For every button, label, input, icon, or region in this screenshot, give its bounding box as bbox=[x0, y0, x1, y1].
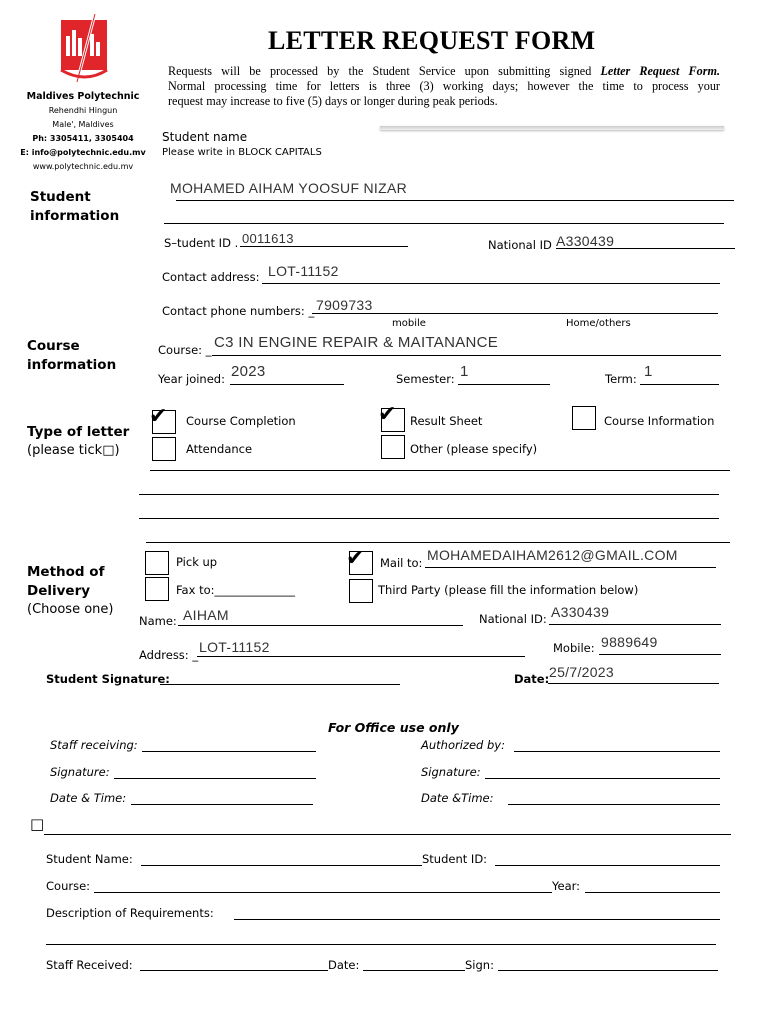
slip-year-line bbox=[585, 892, 720, 893]
office-datetime-left-label: Date & Time: bbox=[50, 791, 127, 805]
mail-to-value[interactable]: MOHAMEDAIHAM2612@GMAIL.COM bbox=[427, 547, 678, 563]
authorized-by-line bbox=[514, 751, 720, 752]
national-id-line bbox=[556, 248, 735, 249]
slip-description-line-2 bbox=[46, 944, 716, 945]
mail-to-label: Mail to: bbox=[380, 556, 423, 570]
third-party-address-label: Address: _ bbox=[139, 648, 199, 662]
mail-to-line bbox=[425, 567, 716, 568]
pick-up-label: Pick up bbox=[176, 555, 218, 569]
office-datetime-right-line bbox=[508, 804, 720, 805]
third-party-national-id-label: National ID: bbox=[479, 612, 547, 626]
student-name-line bbox=[176, 200, 734, 201]
result-sheet-check-icon: ✔ bbox=[378, 402, 397, 427]
term-label: Term: bbox=[605, 372, 637, 386]
national-id-label: National ID bbox=[488, 238, 552, 252]
result-sheet-label: Result Sheet bbox=[410, 414, 483, 428]
intro-text bbox=[168, 64, 720, 109]
office-signature-right-label: Signature: bbox=[421, 765, 481, 779]
cut-line bbox=[44, 834, 731, 835]
semester-line bbox=[458, 384, 550, 385]
student-id-value[interactable]: 0011613 bbox=[242, 231, 294, 246]
fax-to-label: Fax to:______________ bbox=[176, 583, 295, 597]
other-checkbox[interactable] bbox=[381, 435, 405, 459]
method-of-delivery-heading-1: Method of bbox=[27, 564, 105, 580]
org-email: E: info@polytechnic.edu.mv bbox=[20, 148, 146, 157]
other-spec-line-1 bbox=[150, 470, 730, 471]
year-joined-label: Year joined: bbox=[158, 372, 225, 386]
third-party-name-value[interactable]: AIHAM bbox=[183, 607, 229, 623]
third-party-mobile-value[interactable]: 9889649 bbox=[601, 634, 658, 650]
third-party-mobile-label: Mobile: bbox=[553, 641, 595, 655]
third-party-checkbox[interactable] bbox=[349, 579, 373, 603]
signature-date-label: Date: bbox=[514, 672, 550, 686]
org-name: Maldives Polytechnic bbox=[26, 91, 140, 102]
office-use-heading: For Office use only bbox=[328, 720, 459, 735]
mail-to-check-icon: ✔ bbox=[346, 546, 365, 571]
course-completion-label: Course Completion bbox=[186, 414, 296, 428]
third-party-national-id-line bbox=[549, 624, 721, 625]
intro-line1-emphasis: Letter Request Form. bbox=[600, 64, 720, 78]
contact-address-line bbox=[262, 283, 720, 284]
signature-date-value[interactable]: 25/7/2023 bbox=[549, 664, 614, 680]
header-rule bbox=[380, 126, 724, 130]
office-signature-left-line bbox=[114, 778, 316, 779]
semester-label: Semester: bbox=[396, 372, 455, 386]
term-value[interactable]: 1 bbox=[644, 363, 653, 380]
course-value[interactable]: C3 IN ENGINE REPAIR & MAITANANCE bbox=[214, 334, 499, 351]
other-label: Other (please specify) bbox=[410, 442, 538, 456]
year-joined-value[interactable]: 2023 bbox=[231, 363, 266, 380]
office-datetime-right-label: Date &Time: bbox=[421, 791, 494, 805]
slip-date-line bbox=[363, 970, 465, 971]
slip-student-id-label: Student ID: bbox=[422, 852, 488, 866]
slip-description-label: Description of Requirements: bbox=[46, 906, 214, 920]
slip-course-line bbox=[94, 892, 552, 893]
signature-date-line bbox=[548, 683, 719, 684]
student-name-value[interactable]: MOHAMED AIHAM YOOSUF NIZAR bbox=[170, 180, 408, 196]
slip-student-name-label: Student Name: bbox=[46, 852, 133, 866]
third-party-label: Third Party (please fill the information below) bbox=[378, 583, 639, 597]
attendance-label: Attendance bbox=[186, 442, 253, 456]
org-address-line1: Rehendhi Hingun bbox=[48, 106, 118, 115]
student-signature-label: Student Signature: bbox=[46, 672, 170, 686]
block-capitals-hint: Please write in BLOCK CAPITALS bbox=[162, 147, 322, 158]
slip-date-label: Date: bbox=[328, 958, 360, 972]
year-joined-line bbox=[230, 384, 344, 385]
slip-sign-label: Sign: bbox=[465, 958, 494, 972]
method-of-delivery-heading-2: Delivery bbox=[27, 583, 91, 599]
student-id-label: S–tudent ID . bbox=[164, 236, 239, 250]
other-spec-line-2 bbox=[139, 494, 719, 495]
form-title: LETTER REQUEST FORM bbox=[268, 26, 596, 55]
staff-receiving-line bbox=[142, 751, 316, 752]
org-phone: Ph: 3305411, 3305404 bbox=[32, 134, 134, 143]
slip-description-line-1 bbox=[234, 919, 720, 920]
slip-staff-received-label: Staff Received: bbox=[46, 958, 133, 972]
fax-to-checkbox[interactable] bbox=[145, 577, 169, 601]
slip-staff-received-line bbox=[140, 970, 328, 971]
third-party-name-line bbox=[178, 625, 463, 626]
contact-address-value[interactable]: LOT-11152 bbox=[268, 263, 339, 279]
type-of-letter-heading: Type of letter bbox=[27, 424, 130, 440]
student-signature-line[interactable] bbox=[160, 684, 400, 685]
pick-up-checkbox[interactable] bbox=[145, 551, 169, 575]
contact-phone-line bbox=[312, 313, 718, 314]
third-party-name-label: Name: bbox=[139, 614, 177, 628]
intro-line1: Requests will be processed by the Student Service upon submitting signed bbox=[168, 64, 601, 78]
choose-one-hint: (Choose one) bbox=[27, 602, 114, 617]
mobile-caption: mobile bbox=[392, 318, 426, 329]
third-party-mobile-line bbox=[599, 654, 721, 655]
course-label: Course: _ bbox=[158, 343, 212, 357]
contact-address-label: Contact address: bbox=[162, 270, 260, 284]
student-id-line bbox=[240, 246, 408, 247]
intro-line2: Normal processing time for letters is three (3) working days; however the time to process your bbox=[168, 79, 720, 93]
third-party-address-line bbox=[197, 656, 525, 657]
student-name-line-2 bbox=[164, 223, 724, 224]
org-address-line2: Male', Maldives bbox=[52, 120, 114, 129]
polytechnic-logo bbox=[57, 14, 113, 84]
term-line bbox=[640, 384, 719, 385]
contact-phone-label: Contact phone numbers: _ bbox=[162, 304, 315, 318]
contact-phone-value[interactable]: 7909733 bbox=[316, 297, 373, 313]
slip-course-label: Course: bbox=[46, 879, 91, 893]
office-signature-left-label: Signature: bbox=[50, 765, 110, 779]
type-of-letter-hint: (please tick□) bbox=[27, 443, 120, 458]
slip-year-label: Year: bbox=[552, 879, 581, 893]
course-line bbox=[212, 355, 721, 356]
intro-line3: request may increase to five (5) days or longer during peak periods. bbox=[168, 94, 498, 108]
cut-marker-icon: □ bbox=[30, 815, 45, 833]
course-completion-check-icon: ✔ bbox=[149, 404, 168, 429]
third-party-address-value[interactable]: LOT-11152 bbox=[199, 639, 270, 655]
other-spec-line-4 bbox=[146, 542, 730, 543]
org-website: www.polytechnic.edu.mv bbox=[32, 162, 134, 171]
national-id-value[interactable]: A330439 bbox=[556, 233, 615, 249]
slip-student-id-line bbox=[495, 865, 720, 866]
semester-value[interactable]: 1 bbox=[460, 363, 469, 380]
home-others-caption: Home/others bbox=[566, 318, 631, 329]
third-party-national-id-value[interactable]: A330439 bbox=[551, 604, 610, 620]
student-name-label: Student name bbox=[162, 130, 248, 144]
authorized-by-label: Authorized by: bbox=[421, 738, 505, 752]
office-signature-right-line bbox=[485, 778, 720, 779]
office-datetime-left-line bbox=[131, 804, 313, 805]
attendance-checkbox[interactable] bbox=[152, 437, 176, 461]
slip-sign-line bbox=[498, 970, 718, 971]
other-spec-line-3 bbox=[139, 518, 719, 519]
slip-student-name-line bbox=[141, 865, 422, 866]
staff-receiving-label: Staff receiving: bbox=[50, 738, 138, 752]
course-information-checkbox[interactable] bbox=[572, 406, 596, 430]
course-information-label: Course Information bbox=[604, 414, 715, 428]
course-information-heading: Course information bbox=[27, 338, 117, 373]
student-information-heading: Student information bbox=[30, 189, 120, 224]
